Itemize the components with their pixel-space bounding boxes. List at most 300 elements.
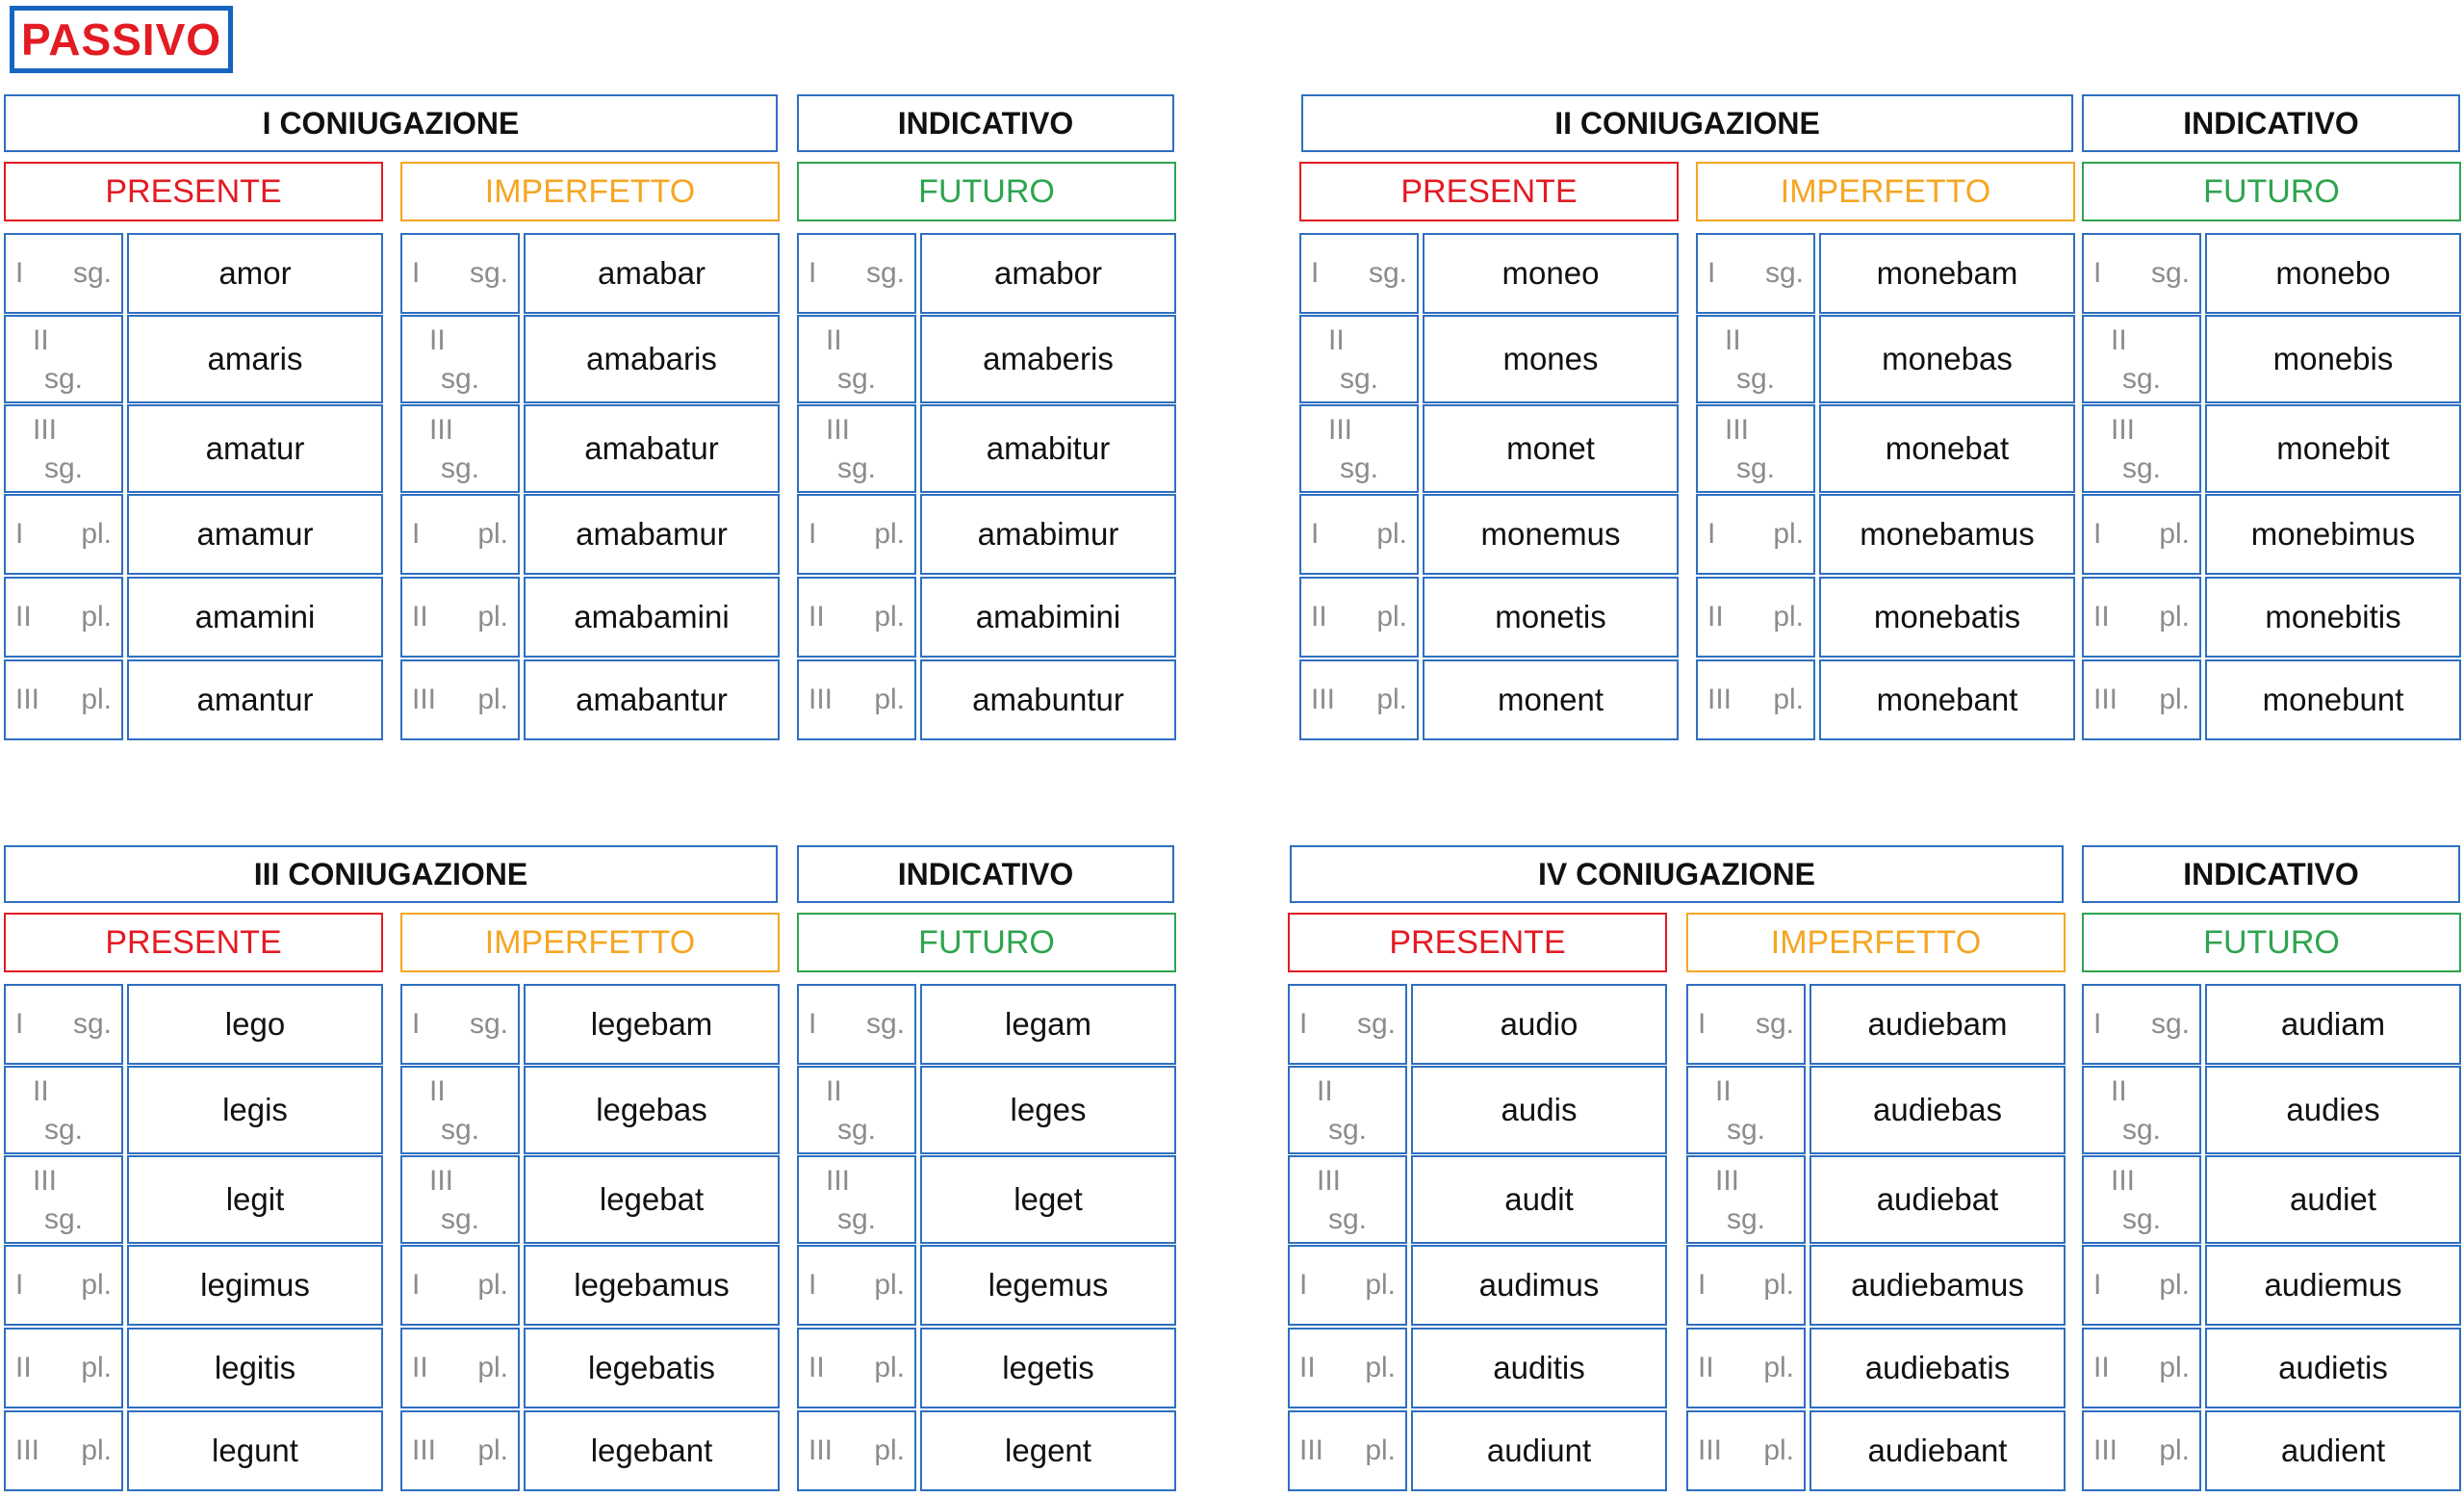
number-label: pl. — [81, 1269, 112, 1301]
tense-title: FUTURO — [2082, 913, 2461, 972]
number-label: sg. — [2122, 1114, 2162, 1146]
verb-form-cell: legebant — [524, 1410, 780, 1491]
person-label: I — [1707, 257, 1716, 289]
person-cell — [1686, 984, 1806, 1065]
conjugation-title: I CONIUGAZIONE — [4, 94, 778, 152]
number-label: pl. — [1763, 1269, 1794, 1301]
number-label: pl. — [2159, 684, 2190, 715]
person-cell — [1288, 1066, 1407, 1154]
verb-form-cell: amabantur — [524, 659, 780, 740]
number-label: sg. — [44, 363, 84, 395]
verb-form-cell: audiebant — [1810, 1410, 2066, 1491]
person-cell — [2082, 1410, 2201, 1491]
verb-form-cell: mones — [1423, 315, 1679, 403]
number-label: pl. — [874, 684, 905, 715]
number-label: pl. — [2159, 518, 2190, 550]
number-label: sg. — [837, 452, 877, 484]
person-cell — [2082, 1328, 2201, 1408]
number-label: pl. — [1376, 601, 1407, 633]
verb-form-cell: amabamur — [524, 494, 780, 575]
number-label: pl. — [1376, 684, 1407, 715]
person-cell — [797, 233, 916, 314]
verb-form-cell: monebam — [1819, 233, 2075, 314]
person-label: II — [1715, 1075, 1732, 1107]
person-label: II — [826, 1075, 842, 1107]
person-cell — [4, 1245, 123, 1326]
number-label: pl. — [1763, 1352, 1794, 1383]
person-label: III — [429, 414, 454, 446]
person-label: II — [1725, 324, 1741, 356]
person-label: I — [1698, 1008, 1707, 1040]
person-label: I — [15, 1008, 24, 1040]
person-cell — [797, 984, 916, 1065]
number-label: sg. — [441, 1203, 480, 1235]
verb-form-cell: legebamus — [524, 1245, 780, 1326]
verb-form-cell: monebimus — [2205, 494, 2461, 575]
person-cell — [797, 1328, 916, 1408]
person-label: I — [2093, 1269, 2102, 1301]
number-label: pl. — [874, 601, 905, 633]
number-label: sg. — [441, 452, 480, 484]
number-label: sg. — [2122, 452, 2162, 484]
verb-form-cell: amabimini — [920, 577, 1176, 658]
number-label: sg. — [441, 363, 480, 395]
person-label: III — [15, 1434, 40, 1466]
number-label: pl. — [874, 518, 905, 550]
number-label: sg. — [44, 1203, 84, 1235]
number-label: pl. — [477, 1434, 508, 1466]
person-label: III — [15, 684, 40, 715]
person-cell — [4, 1155, 123, 1244]
number-label: pl. — [2159, 601, 2190, 633]
conjugation-title: IV CONIUGAZIONE — [1290, 845, 2064, 903]
person-label: III — [412, 684, 437, 715]
verb-form-cell: amaris — [127, 315, 383, 403]
person-label: II — [2093, 1352, 2110, 1383]
person-cell — [797, 1066, 916, 1154]
person-label: III — [1317, 1165, 1342, 1197]
person-cell — [2082, 404, 2201, 493]
number-label: pl. — [477, 601, 508, 633]
verb-form-cell: amabuntur — [920, 659, 1176, 740]
person-label: III — [33, 414, 58, 446]
person-cell — [1299, 494, 1419, 575]
person-cell — [1299, 577, 1419, 658]
verb-form-cell: audio — [1411, 984, 1667, 1065]
number-label: sg. — [1736, 363, 1776, 395]
number-label: sg. — [1727, 1114, 1766, 1146]
person-label: I — [1707, 518, 1716, 550]
person-cell — [1686, 1066, 1806, 1154]
person-label: II — [1317, 1075, 1333, 1107]
verb-form-cell: audiebas — [1810, 1066, 2066, 1154]
verb-form-cell: legis — [127, 1066, 383, 1154]
person-cell — [1299, 315, 1419, 403]
mood-title: INDICATIVO — [2082, 845, 2460, 903]
verb-form-cell: monet — [1423, 404, 1679, 493]
person-cell — [2082, 577, 2201, 658]
person-cell — [400, 1245, 520, 1326]
person-label: II — [33, 324, 49, 356]
person-cell — [1299, 404, 1419, 493]
verb-form-cell: monebatis — [1819, 577, 2075, 658]
person-cell — [1288, 1245, 1407, 1326]
number-label: pl. — [1763, 1434, 1794, 1466]
person-label: I — [15, 257, 24, 289]
tense-title: FUTURO — [797, 162, 1176, 221]
person-label: III — [2111, 1165, 2136, 1197]
verb-form-cell: monebitis — [2205, 577, 2461, 658]
person-label: III — [2111, 414, 2136, 446]
person-label: II — [412, 601, 428, 633]
verb-form-cell: audiebamus — [1810, 1245, 2066, 1326]
number-label: pl. — [874, 1269, 905, 1301]
person-label: II — [429, 324, 446, 356]
number-label: sg. — [865, 257, 905, 289]
conjugation-title: II CONIUGAZIONE — [1301, 94, 2073, 152]
number-label: sg. — [2150, 1008, 2190, 1040]
person-label: III — [1698, 1434, 1723, 1466]
person-cell — [400, 315, 520, 403]
number-label: pl. — [874, 1352, 905, 1383]
tense-title: PRESENTE — [4, 162, 383, 221]
person-cell — [400, 984, 520, 1065]
person-cell — [797, 1410, 916, 1491]
verb-form-cell: amantur — [127, 659, 383, 740]
verb-form-cell: amatur — [127, 404, 383, 493]
number-label: pl. — [81, 518, 112, 550]
verb-form-cell: monebant — [1819, 659, 2075, 740]
verb-form-cell: amamini — [127, 577, 383, 658]
verb-form-cell: audiunt — [1411, 1410, 1667, 1491]
person-cell — [797, 1245, 916, 1326]
person-label: II — [2093, 601, 2110, 633]
verb-form-cell: audiebat — [1810, 1155, 2066, 1244]
verb-form-cell: monebas — [1819, 315, 2075, 403]
person-label: III — [33, 1165, 58, 1197]
person-label: III — [1299, 1434, 1324, 1466]
verb-form-cell: monebat — [1819, 404, 2075, 493]
number-label: sg. — [2122, 363, 2162, 395]
person-cell — [1288, 984, 1407, 1065]
person-cell — [797, 315, 916, 403]
person-cell — [1696, 659, 1815, 740]
person-label: I — [15, 518, 24, 550]
person-cell — [400, 1410, 520, 1491]
person-label: III — [808, 684, 834, 715]
verb-form-cell: legemus — [920, 1245, 1176, 1326]
number-label: pl. — [81, 601, 112, 633]
person-label: I — [808, 1008, 817, 1040]
number-label: sg. — [2122, 1203, 2162, 1235]
person-cell — [4, 404, 123, 493]
person-cell — [400, 1155, 520, 1244]
number-label: pl. — [2159, 1269, 2190, 1301]
person-label: I — [2093, 1008, 2102, 1040]
person-cell — [400, 659, 520, 740]
number-label: sg. — [1727, 1203, 1766, 1235]
person-cell — [797, 404, 916, 493]
tense-title: IMPERFETTO — [400, 162, 780, 221]
person-cell — [797, 1155, 916, 1244]
page-title: PASSIVO — [10, 6, 233, 73]
person-cell — [2082, 659, 2201, 740]
person-cell — [1686, 1328, 1806, 1408]
person-label: II — [2111, 324, 2127, 356]
number-label: sg. — [1356, 1008, 1396, 1040]
person-label: I — [1299, 1008, 1308, 1040]
person-cell — [2082, 315, 2201, 403]
verb-form-cell: legebas — [524, 1066, 780, 1154]
number-label: sg. — [1764, 257, 1804, 289]
person-cell — [1696, 315, 1815, 403]
person-cell — [400, 1066, 520, 1154]
number-label: pl. — [1773, 684, 1804, 715]
person-label: III — [429, 1165, 454, 1197]
number-label: pl. — [2159, 1434, 2190, 1466]
number-label: pl. — [2159, 1352, 2190, 1383]
number-label: sg. — [1755, 1008, 1794, 1040]
verb-form-cell: monebamus — [1819, 494, 2075, 575]
verb-form-cell: amabimur — [920, 494, 1176, 575]
number-label: sg. — [837, 363, 877, 395]
tense-title: PRESENTE — [4, 913, 383, 972]
person-label: I — [15, 1269, 24, 1301]
person-label: I — [412, 1008, 421, 1040]
verb-form-cell: amor — [127, 233, 383, 314]
verb-form-cell: legam — [920, 984, 1176, 1065]
person-cell — [2082, 1155, 2201, 1244]
person-cell — [400, 577, 520, 658]
verb-form-cell: auditis — [1411, 1328, 1667, 1408]
person-cell — [4, 984, 123, 1065]
verb-form-cell: amabar — [524, 233, 780, 314]
person-cell — [1696, 404, 1815, 493]
person-label: II — [808, 1352, 825, 1383]
person-label: III — [1725, 414, 1750, 446]
person-cell — [4, 1328, 123, 1408]
verb-form-cell: amaberis — [920, 315, 1176, 403]
person-label: I — [2093, 518, 2102, 550]
person-cell — [400, 404, 520, 493]
person-cell — [2082, 494, 2201, 575]
person-cell — [797, 494, 916, 575]
person-label: I — [412, 257, 421, 289]
verb-form-cell: monemus — [1423, 494, 1679, 575]
tense-title: IMPERFETTO — [1686, 913, 2066, 972]
tense-title: IMPERFETTO — [1696, 162, 2075, 221]
person-label: III — [1707, 684, 1732, 715]
person-label: I — [1299, 1269, 1308, 1301]
verb-form-cell: legunt — [127, 1410, 383, 1491]
verb-form-cell: monebit — [2205, 404, 2461, 493]
number-label: sg. — [837, 1203, 877, 1235]
verb-form-cell: audis — [1411, 1066, 1667, 1154]
person-label: II — [1311, 601, 1327, 633]
person-label: III — [826, 414, 851, 446]
number-label: sg. — [469, 1008, 508, 1040]
person-cell — [4, 494, 123, 575]
person-label: II — [1328, 324, 1345, 356]
verb-form-cell: leges — [920, 1066, 1176, 1154]
number-label: sg. — [865, 1008, 905, 1040]
person-cell — [797, 659, 916, 740]
person-cell — [1686, 1155, 1806, 1244]
number-label: pl. — [1376, 518, 1407, 550]
verb-form-cell: lego — [127, 984, 383, 1065]
verb-form-cell: moneo — [1423, 233, 1679, 314]
conjugation-title: III CONIUGAZIONE — [4, 845, 778, 903]
person-cell — [400, 1328, 520, 1408]
person-label: II — [429, 1075, 446, 1107]
person-cell — [400, 494, 520, 575]
verb-form-cell: leget — [920, 1155, 1176, 1244]
person-label: I — [808, 518, 817, 550]
number-label: sg. — [72, 1008, 112, 1040]
person-label: III — [1715, 1165, 1740, 1197]
person-label: II — [808, 601, 825, 633]
mood-title: INDICATIVO — [2082, 94, 2460, 152]
number-label: pl. — [477, 684, 508, 715]
mood-title: INDICATIVO — [797, 845, 1174, 903]
person-label: I — [2093, 257, 2102, 289]
number-label: pl. — [1773, 518, 1804, 550]
number-label: pl. — [81, 1352, 112, 1383]
person-cell — [1696, 494, 1815, 575]
person-cell — [1696, 233, 1815, 314]
number-label: sg. — [1368, 257, 1407, 289]
person-cell — [797, 577, 916, 658]
verb-form-cell: legetis — [920, 1328, 1176, 1408]
verb-form-cell: audiebatis — [1810, 1328, 2066, 1408]
person-cell — [4, 1066, 123, 1154]
number-label: pl. — [1365, 1269, 1396, 1301]
number-label: pl. — [1365, 1352, 1396, 1383]
verb-form-cell: amabatur — [524, 404, 780, 493]
number-label: pl. — [477, 1269, 508, 1301]
number-label: pl. — [477, 518, 508, 550]
verb-form-cell: audiam — [2205, 984, 2461, 1065]
person-cell — [2082, 233, 2201, 314]
number-label: pl. — [874, 1434, 905, 1466]
number-label: sg. — [1328, 1203, 1368, 1235]
mood-title: INDICATIVO — [797, 94, 1174, 152]
verb-form-cell: amabaris — [524, 315, 780, 403]
number-label: pl. — [81, 684, 112, 715]
person-label: III — [2093, 684, 2118, 715]
person-cell — [4, 577, 123, 658]
number-label: sg. — [1340, 452, 1379, 484]
verb-form-cell: legitis — [127, 1328, 383, 1408]
verb-form-cell: amamur — [127, 494, 383, 575]
verb-form-cell: monebis — [2205, 315, 2461, 403]
person-label: II — [1698, 1352, 1714, 1383]
number-label: sg. — [1328, 1114, 1368, 1146]
person-label: I — [412, 518, 421, 550]
person-label: III — [1328, 414, 1353, 446]
person-label: I — [1698, 1269, 1707, 1301]
number-label: sg. — [441, 1114, 480, 1146]
person-label: III — [2093, 1434, 2118, 1466]
person-cell — [1686, 1410, 1806, 1491]
verb-form-cell: legimus — [127, 1245, 383, 1326]
number-label: sg. — [2150, 257, 2190, 289]
verb-form-cell: legebat — [524, 1155, 780, 1244]
person-cell — [1299, 233, 1419, 314]
person-label: I — [1311, 518, 1320, 550]
person-label: II — [1707, 601, 1724, 633]
person-cell — [1288, 1155, 1407, 1244]
verb-form-cell: audient — [2205, 1410, 2461, 1491]
person-label: I — [412, 1269, 421, 1301]
verb-form-cell: legebam — [524, 984, 780, 1065]
number-label: sg. — [44, 1114, 84, 1146]
tense-title: FUTURO — [797, 913, 1176, 972]
number-label: sg. — [1736, 452, 1776, 484]
person-label: III — [412, 1434, 437, 1466]
verb-form-cell: audies — [2205, 1066, 2461, 1154]
verb-form-cell: legebatis — [524, 1328, 780, 1408]
verb-form-cell: legent — [920, 1410, 1176, 1491]
number-label: pl. — [81, 1434, 112, 1466]
number-label: sg. — [1340, 363, 1379, 395]
tense-title: IMPERFETTO — [400, 913, 780, 972]
verb-form-cell: audiet — [2205, 1155, 2461, 1244]
person-cell — [4, 1410, 123, 1491]
tense-title: FUTURO — [2082, 162, 2461, 221]
person-cell — [4, 659, 123, 740]
verb-form-cell: legit — [127, 1155, 383, 1244]
verb-form-cell: amabor — [920, 233, 1176, 314]
person-cell — [4, 233, 123, 314]
number-label: sg. — [44, 452, 84, 484]
person-cell — [1299, 659, 1419, 740]
verb-form-cell: audiemus — [2205, 1245, 2461, 1326]
verb-form-cell: audimus — [1411, 1245, 1667, 1326]
person-label: II — [1299, 1352, 1316, 1383]
person-label: I — [1311, 257, 1320, 289]
number-label: pl. — [1365, 1434, 1396, 1466]
person-cell — [1288, 1410, 1407, 1491]
person-cell — [1696, 577, 1815, 658]
verb-form-cell: amabamini — [524, 577, 780, 658]
person-cell — [2082, 1245, 2201, 1326]
person-label: III — [1311, 684, 1336, 715]
person-cell — [2082, 1066, 2201, 1154]
person-cell — [4, 315, 123, 403]
person-label: I — [808, 257, 817, 289]
verb-form-cell: monebo — [2205, 233, 2461, 314]
verb-form-cell: amabitur — [920, 404, 1176, 493]
tense-title: PRESENTE — [1288, 913, 1667, 972]
verb-form-cell: audietis — [2205, 1328, 2461, 1408]
number-label: pl. — [477, 1352, 508, 1383]
person-cell — [2082, 984, 2201, 1065]
person-label: II — [2111, 1075, 2127, 1107]
person-cell — [1686, 1245, 1806, 1326]
person-label: II — [826, 324, 842, 356]
verb-form-cell: monent — [1423, 659, 1679, 740]
number-label: sg. — [837, 1114, 877, 1146]
person-label: II — [15, 1352, 32, 1383]
person-label: III — [808, 1434, 834, 1466]
verb-form-cell: monetis — [1423, 577, 1679, 658]
person-cell — [1288, 1328, 1407, 1408]
person-label: III — [826, 1165, 851, 1197]
person-label: I — [808, 1269, 817, 1301]
number-label: sg. — [469, 257, 508, 289]
verb-form-cell: monebunt — [2205, 659, 2461, 740]
